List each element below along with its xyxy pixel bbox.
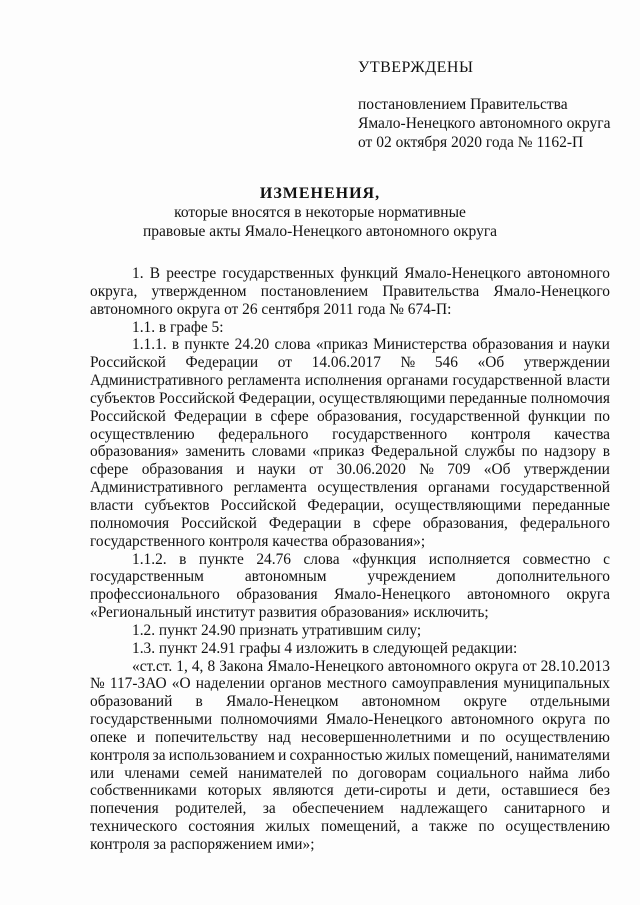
body-word: функций bbox=[340, 265, 399, 282]
body-word: полномочиями bbox=[220, 711, 318, 729]
body-word: № bbox=[400, 354, 416, 372]
body-word: образования bbox=[236, 586, 318, 604]
body-word: автономного bbox=[387, 657, 471, 675]
body-word: постановлением bbox=[260, 282, 369, 300]
body-word: осуществления bbox=[317, 479, 418, 497]
body-word: самоуправления bbox=[391, 675, 499, 693]
body-word: реестре bbox=[166, 265, 217, 282]
body-word: по bbox=[332, 764, 349, 782]
body-word: 14.06.2017 bbox=[311, 354, 381, 372]
body-word: полномочия bbox=[530, 389, 610, 407]
body-word: автономного bbox=[467, 586, 550, 604]
body-word: образований bbox=[90, 693, 173, 711]
body-word: Федеральной bbox=[370, 443, 458, 461]
body-word: и bbox=[236, 461, 245, 479]
body-word: найма bbox=[528, 764, 569, 782]
body-word: Ямало-Ненецкого bbox=[325, 711, 443, 729]
body-word: исполнения bbox=[305, 372, 383, 390]
body-word: сфере bbox=[270, 407, 309, 425]
body-line bbox=[90, 729, 610, 747]
body-word: дополнительного bbox=[496, 568, 610, 586]
approval-stamp: УТВЕРЖДЕНЫ bbox=[358, 59, 474, 76]
body-word: осуществлению bbox=[505, 728, 610, 746]
body-word: и bbox=[136, 728, 146, 746]
body-word: 1.1.1. bbox=[132, 336, 167, 354]
body-word: семей bbox=[189, 764, 229, 782]
body-word: отдельными bbox=[530, 693, 610, 711]
body-word: технического bbox=[90, 818, 178, 836]
body-word: субъектов bbox=[90, 389, 156, 407]
body-word: 28.10.2013 bbox=[540, 657, 610, 675]
body-word: в bbox=[353, 514, 361, 532]
body-word: В bbox=[149, 265, 160, 282]
body-word: Административного bbox=[90, 372, 224, 390]
body-line: «Региональный институт развития образования» исключить; bbox=[90, 604, 489, 622]
body-word: использованием bbox=[168, 746, 275, 764]
body-line: контроля за распоряжением ими»; bbox=[90, 836, 315, 853]
body-word: власти bbox=[566, 372, 610, 390]
body-word: наделении bbox=[195, 675, 265, 693]
body-word: Российской bbox=[90, 354, 166, 372]
body-line bbox=[90, 336, 610, 354]
body-word: автономном bbox=[361, 693, 441, 711]
body-line: 1.3. пункт 24.91 графы 4 изложить в следующей редакции: bbox=[132, 639, 518, 657]
body-word: «ст.ст. bbox=[132, 657, 173, 675]
body-word: по bbox=[521, 443, 538, 461]
body-line bbox=[90, 426, 610, 444]
body-word: муниципальных bbox=[503, 675, 610, 693]
body-word: переданные bbox=[532, 496, 610, 514]
body-line bbox=[90, 765, 610, 783]
body-word: или bbox=[90, 764, 115, 782]
body-word: сохранностью bbox=[289, 746, 383, 764]
body-word: округа, bbox=[90, 282, 138, 300]
body-word: образования, bbox=[422, 514, 508, 532]
body-word: Федерации bbox=[268, 514, 342, 532]
body-word: несовершеннолетними bbox=[300, 728, 451, 746]
body-line bbox=[90, 568, 610, 586]
approval-line: Ямало-Ненецкого автономного округа bbox=[358, 115, 611, 132]
body-line bbox=[90, 658, 610, 676]
body-line bbox=[90, 782, 610, 800]
body-word: 8 bbox=[207, 657, 216, 675]
body-word: Федерации bbox=[185, 354, 259, 372]
body-word: науки bbox=[257, 461, 296, 479]
body-word: которых bbox=[207, 782, 262, 800]
body-line bbox=[90, 479, 610, 497]
body-word: собственниками bbox=[90, 782, 197, 800]
body-word: надзору bbox=[544, 443, 597, 461]
body-word: без bbox=[589, 782, 610, 800]
body-line bbox=[90, 818, 610, 836]
document-body bbox=[90, 265, 610, 854]
body-word: Российской bbox=[158, 389, 235, 407]
body-word: исполняется bbox=[428, 550, 511, 568]
body-line bbox=[90, 515, 610, 533]
body-word: и bbox=[558, 336, 567, 354]
approval-line: от 02 октября 2020 года № 1162-П bbox=[358, 134, 584, 151]
document-heading bbox=[40, 184, 600, 241]
body-word: от bbox=[522, 657, 537, 675]
body-word: попечения bbox=[90, 800, 159, 818]
body-word: социального bbox=[436, 764, 519, 782]
body-word: 1.1.2. bbox=[132, 550, 167, 568]
body-word: 546 bbox=[434, 354, 458, 372]
body-word: осуществлению bbox=[505, 818, 610, 836]
body-word: 709 bbox=[447, 461, 471, 479]
body-line bbox=[90, 675, 610, 693]
body-word: в bbox=[254, 407, 263, 425]
body-word: по bbox=[594, 711, 610, 729]
body-word: сфере bbox=[90, 461, 129, 479]
body-word: договорам bbox=[358, 764, 427, 782]
body-word: органов bbox=[269, 675, 322, 693]
body-word: осуществляющими bbox=[319, 389, 446, 407]
body-word: Ямало-Ненецкого bbox=[493, 282, 610, 300]
body-word: Административного bbox=[90, 479, 224, 497]
body-word: Федерации, bbox=[307, 496, 384, 514]
body-line bbox=[90, 551, 610, 569]
body-word: Ямало-Ненецком bbox=[226, 693, 339, 711]
body-word: пункте bbox=[198, 550, 244, 568]
body-word: 117-ЗАО bbox=[109, 675, 167, 693]
body-word: 30.06.2020 bbox=[336, 461, 406, 479]
body-word: государственной bbox=[500, 479, 610, 497]
body-word: «О bbox=[171, 675, 191, 693]
body-word: государственными bbox=[90, 711, 213, 729]
body-word: слова bbox=[303, 550, 340, 568]
body-word: федерального bbox=[519, 514, 610, 532]
approval-block bbox=[358, 58, 618, 152]
body-word: обеспечением bbox=[292, 800, 384, 818]
body-word: округа bbox=[566, 586, 610, 604]
body-word: заменить bbox=[185, 443, 246, 461]
body-word: от bbox=[309, 461, 324, 479]
body-word: округе bbox=[463, 693, 507, 711]
body-word: «Об bbox=[477, 354, 505, 372]
body-word: 1, bbox=[176, 657, 188, 675]
body-line bbox=[90, 390, 610, 408]
body-word: утвержденном bbox=[151, 282, 247, 300]
body-word: государственных bbox=[222, 265, 335, 282]
body-word: власти bbox=[90, 496, 134, 514]
body-word: науки bbox=[572, 336, 610, 354]
document-subtitle-line: которые вносятся в некоторые нормативные bbox=[174, 204, 466, 221]
body-word: по bbox=[593, 407, 610, 425]
body-word: в bbox=[602, 443, 610, 461]
body-word: государственной bbox=[410, 407, 520, 425]
body-word: федерального bbox=[218, 425, 309, 443]
body-word: полномочия bbox=[90, 514, 170, 532]
body-word: дети, bbox=[456, 782, 491, 800]
body-word: 24.20 bbox=[234, 336, 270, 354]
body-word: субъектов bbox=[144, 496, 210, 514]
body-word: государственной bbox=[452, 372, 563, 390]
body-word: жилых bbox=[265, 818, 311, 836]
body-word: государственного bbox=[332, 425, 448, 443]
body-word: «Об bbox=[483, 461, 511, 479]
body-line: 1.2. пункт 24.90 признать утратившим силу; bbox=[132, 621, 422, 639]
body-line bbox=[90, 800, 610, 818]
body-line bbox=[90, 283, 610, 301]
body-line bbox=[90, 265, 610, 283]
body-word: от bbox=[277, 354, 293, 372]
body-line bbox=[90, 693, 610, 711]
body-word: в bbox=[179, 550, 187, 568]
body-word: государственным bbox=[90, 568, 204, 586]
body-word: осуществляющими bbox=[394, 496, 522, 514]
body-line bbox=[90, 461, 610, 479]
body-word: автономного bbox=[450, 711, 534, 729]
body-word: органами bbox=[428, 479, 490, 497]
body-word: Правительства bbox=[382, 282, 480, 300]
body-word: надлежащего bbox=[400, 800, 488, 818]
body-line bbox=[90, 586, 610, 604]
body-word: Министерства bbox=[373, 336, 468, 354]
body-word: образования» bbox=[90, 443, 179, 461]
body-word: образования bbox=[472, 336, 554, 354]
body-word: и bbox=[278, 746, 287, 764]
body-line bbox=[90, 354, 610, 372]
body-word: № bbox=[90, 675, 105, 693]
body-word: функции bbox=[528, 407, 586, 425]
body-line bbox=[90, 443, 610, 461]
body-line: автономного округа от 26 сентября 2011 года № 674-П: bbox=[90, 300, 452, 318]
body-word: являются bbox=[272, 782, 334, 800]
body-word: словами bbox=[251, 443, 306, 461]
body-word: переданные bbox=[449, 389, 527, 407]
body-word: над bbox=[267, 728, 291, 746]
body-word: осуществлению bbox=[90, 425, 195, 443]
body-word: по bbox=[479, 728, 496, 746]
body-word: 1. bbox=[132, 265, 144, 282]
body-word: с bbox=[603, 550, 610, 568]
body-word: членами bbox=[124, 764, 180, 782]
document-title: ИЗМЕНЕНИЯ, bbox=[259, 185, 381, 202]
body-word: либо bbox=[578, 764, 610, 782]
body-word: Федерации bbox=[174, 407, 247, 425]
body-word: Федерации, bbox=[238, 389, 316, 407]
body-word: Российской bbox=[220, 496, 297, 514]
body-word: слова bbox=[274, 336, 311, 354]
body-word: контроля bbox=[90, 746, 150, 764]
body-word: 24.76 bbox=[256, 550, 291, 568]
body-word: Ямало-Ненецкого bbox=[404, 265, 521, 282]
body-word: также bbox=[429, 818, 468, 836]
body-word: «функция bbox=[352, 550, 417, 568]
body-word: округа bbox=[542, 711, 586, 729]
body-word: в bbox=[195, 693, 203, 711]
body-word: Ямало-Ненецкого bbox=[334, 586, 451, 604]
body-line bbox=[90, 408, 610, 426]
body-word: и bbox=[461, 728, 470, 746]
body-word: совместно bbox=[522, 550, 591, 568]
body-word: состояния bbox=[188, 818, 255, 836]
body-word: Закона bbox=[219, 657, 264, 675]
body-word: контроля bbox=[470, 425, 531, 443]
body-word: оставшиеся bbox=[501, 782, 579, 800]
body-word: Российской bbox=[90, 407, 166, 425]
body-word: нанимателей bbox=[238, 764, 323, 782]
body-word: «приказ bbox=[312, 443, 365, 461]
body-word: и bbox=[437, 782, 446, 800]
body-word: службы bbox=[464, 443, 516, 461]
body-word: местного bbox=[326, 675, 387, 693]
body-word: а bbox=[411, 818, 419, 836]
body-word: качества bbox=[554, 425, 610, 443]
body-word: сфере bbox=[372, 514, 411, 532]
body-word: пункте bbox=[184, 336, 230, 354]
body-word: помещений, bbox=[433, 746, 513, 764]
body-word: помещений, bbox=[320, 818, 401, 836]
body-word: за bbox=[262, 800, 276, 818]
body-line bbox=[90, 747, 610, 765]
body-word: жилых bbox=[385, 746, 431, 764]
body-word: в bbox=[171, 336, 180, 354]
body-word: регламента bbox=[233, 479, 307, 497]
body-word: за bbox=[152, 746, 166, 764]
approval-line: постановлением Правительства bbox=[358, 96, 568, 113]
body-word: по bbox=[478, 818, 495, 836]
body-word: образования, bbox=[316, 407, 402, 425]
body-word: № bbox=[419, 461, 434, 479]
body-word: органами bbox=[386, 372, 449, 390]
document-subtitle-line: правовые акты Ямало-Ненецкого автономного округа bbox=[142, 222, 498, 240]
body-word: опеке bbox=[90, 728, 127, 746]
body-word: утверждении bbox=[523, 354, 610, 372]
body-word: автономного bbox=[527, 265, 610, 282]
body-word: Российской bbox=[181, 514, 257, 532]
body-word: «приказ bbox=[315, 336, 368, 354]
body-word: округа bbox=[474, 657, 519, 675]
body-line: 1.1. в графе 5: bbox=[132, 318, 224, 336]
body-word: профессионального bbox=[90, 586, 220, 604]
body-word: Ямало-Ненецкого bbox=[267, 657, 384, 675]
body-word: и bbox=[601, 800, 610, 818]
body-line bbox=[90, 711, 610, 729]
body-line bbox=[90, 372, 610, 390]
body-word: 4, bbox=[191, 657, 204, 675]
body-word: утверждении bbox=[523, 461, 610, 479]
body-word: попечительству bbox=[155, 728, 258, 746]
body-word: образования bbox=[141, 461, 223, 479]
body-word: автономным bbox=[244, 568, 327, 586]
body-word: дети-сироты bbox=[344, 782, 427, 800]
body-word: нанимателями bbox=[516, 746, 610, 764]
body-word: учреждением bbox=[367, 568, 456, 586]
body-word: санитарного bbox=[503, 800, 586, 818]
body-word: регламента bbox=[227, 372, 301, 390]
body-line: государственного контроля качества образования»; bbox=[90, 532, 426, 550]
body-line bbox=[90, 497, 610, 515]
body-word: родителей, bbox=[175, 800, 247, 818]
